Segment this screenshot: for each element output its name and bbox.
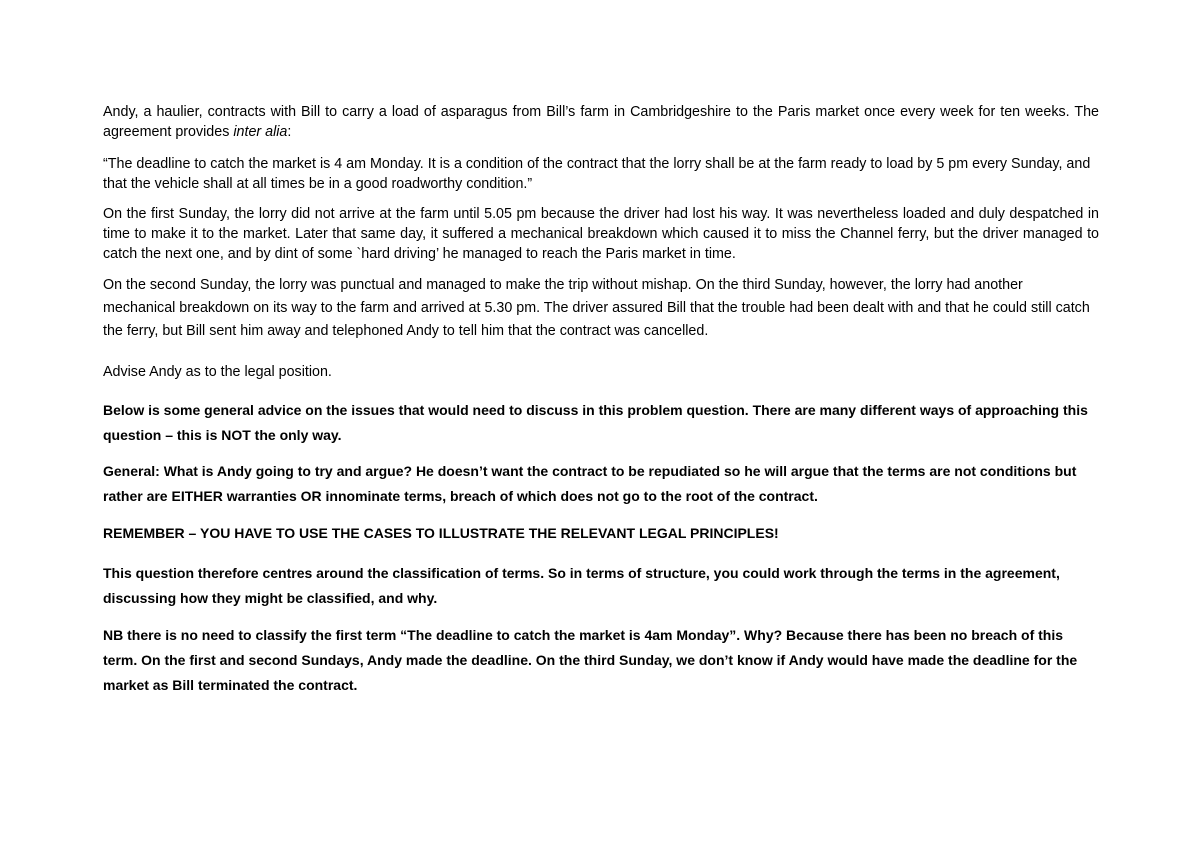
problem-paragraph-1	[103, 102, 1099, 142]
contract-clause-quote: “The deadline to catch the market is 4 am Monday. It is a condition of the contract that the lorry shall be at the farm ready to load by 5 pm every Sunday, and that the vehicle shall at all times be in a good roadworthy condition.”	[103, 156, 1091, 192]
problem-paragraph-1-text: Andy, a haulier, contracts with Bill to carry a load of asparagus from Bill’s farm in Cambridgeshire to the Paris market once every week for ten weeks. The agreement provides	[103, 104, 1099, 140]
advice-structure: This question therefore centres around the classification of terms. So in terms of structure, you could work through the terms in the agreement, discussing how they might be classified, and why.	[103, 565, 1060, 606]
advice-nb: NB there is no need to classify the first term “The deadline to catch the market is 4am Monday”. Why? Because there has been no breach of this term. On the first and second Sundays, Andy made the deadline. On the third Sunday, we don’t know if Andy would have made the deadline for the market as Bill terminated the contract.	[103, 627, 1078, 693]
problem-paragraph-1-colon: :	[287, 124, 292, 140]
problem-paragraph-first-sunday: On the first Sunday, the lorry did not arrive at the farm until 5.05 pm because the driver had lost his way. It was nevertheless loaded and duly despatched in time to make it to the market. Later that same day, it suffered a mechanical breakdown which caused it to miss the Channel ferry, but the driver managed to catch the next one, and by dint of some `hard driving’ he managed to reach the Paris market in time.	[103, 206, 1099, 262]
advice-remember: REMEMBER – YOU HAVE TO USE THE CASES TO ILLUSTRATE THE RELEVANT LEGAL PRINCIPLES!	[103, 525, 779, 541]
advice-general: General: What is Andy going to try and argue? He doesn’t want the contract to be repudiated so he will argue that the terms are not conditions but rather are EITHER warranties OR innominate terms, breach of which does not go to the root of the contract.	[103, 463, 1077, 504]
advice-intro: Below is some general advice on the issues that would need to discuss in this problem question. There are many different ways of approaching this question – this is NOT the only way.	[103, 402, 1088, 443]
problem-instruction: Advise Andy as to the legal position.	[103, 364, 332, 380]
problem-paragraph-second-third-sunday: On the second Sunday, the lorry was punctual and managed to make the trip without mishap. On the third Sunday, however, the lorry had another mechanical breakdown on its way to the farm and arrived at 5.30 pm. The driver assured Bill that the trouble had been dealt with and that he could still catch the ferry, but Bill sent him away and telephoned Andy to tell him that the contract was cancelled.	[103, 277, 1090, 339]
inter-alia-italic: inter alia	[233, 124, 288, 140]
